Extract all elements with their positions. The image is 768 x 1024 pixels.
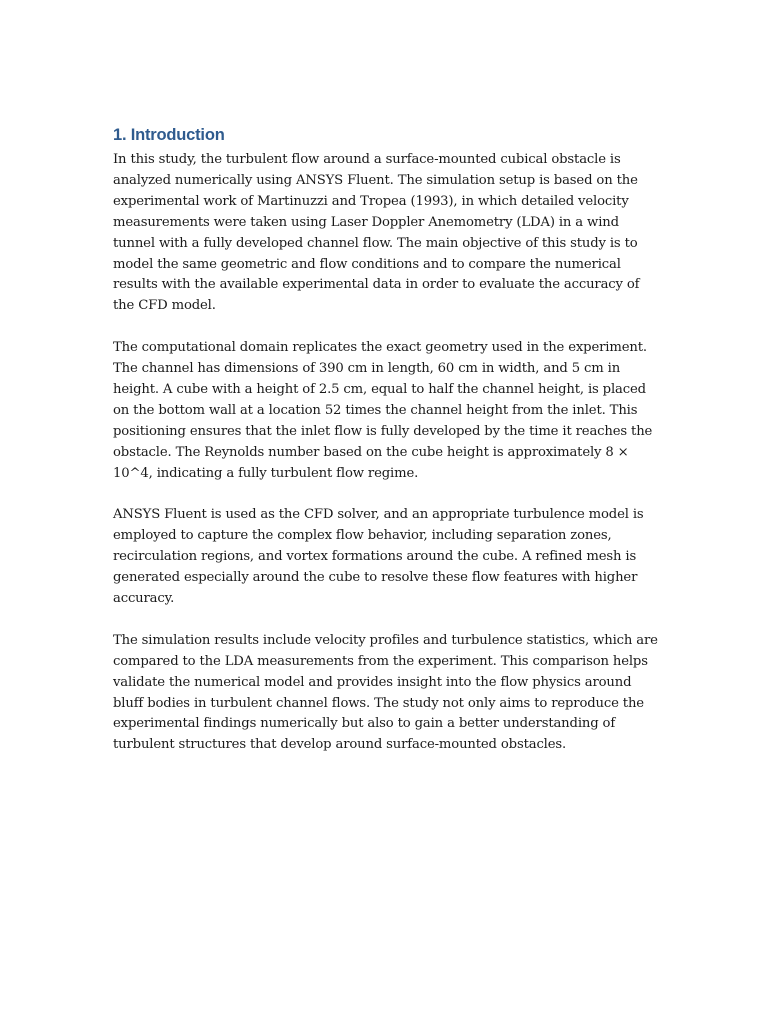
paragraph-4: The simulation results include velocity profiles and turbulence statistics, which are compared to the LDA measurements from the experiment. This comparison helps validate the numerical model and provides insight into the flow physics around bluff bodies in turbulent channel flows. The study not only aims to reproduce the experimental findings numerically but also to gain a better understanding of turbulent structures that develop around surface-mounted obstacles.	[113, 632, 658, 753]
section-heading: 1. Introduction	[113, 126, 225, 144]
document-body	[113, 122, 661, 777]
paragraph-1: In this study, the turbulent flow around a surface-mounted cubical obstacle is analyzed numerically using ANSYS Fluent. The simulation setup is based on the experimental work of Martinuzzi and Tropea (1993), in which detailed velocity measurements were taken using Laser Doppler Anemometry (LDA) in a wind tunnel with a fully developed channel flow. The main objective of this study is to model the same geometric and flow conditions and to compare the numerical results with the available experimental data in order to evaluate the accuracy of the CFD model.	[113, 152, 640, 314]
paragraph-2: The computational domain replicates the exact geometry used in the experiment. The channel has dimensions of 390 cm in length, 60 cm in width, and 5 cm in height. A cube with a height of 2.5 cm, equal to half the channel height, is placed on the bottom wall at a location 52 times the channel height from the inlet. This positioning ensures that the inlet flow is fully developed by the time it reaches the obstacle. The Reynolds number based on the cube height is approximately 8 × 10^4, indicating a fully turbulent flow regime.	[113, 340, 653, 481]
paragraph-3: ANSYS Fluent is used as the CFD solver, and an appropriate turbulence model is employed to capture the complex flow behavior, including separation zones, recirculation regions, and vortex formations around the cube. A refined mesh is generated especially around the cube to resolve these flow features with higher accuracy.	[113, 507, 644, 606]
